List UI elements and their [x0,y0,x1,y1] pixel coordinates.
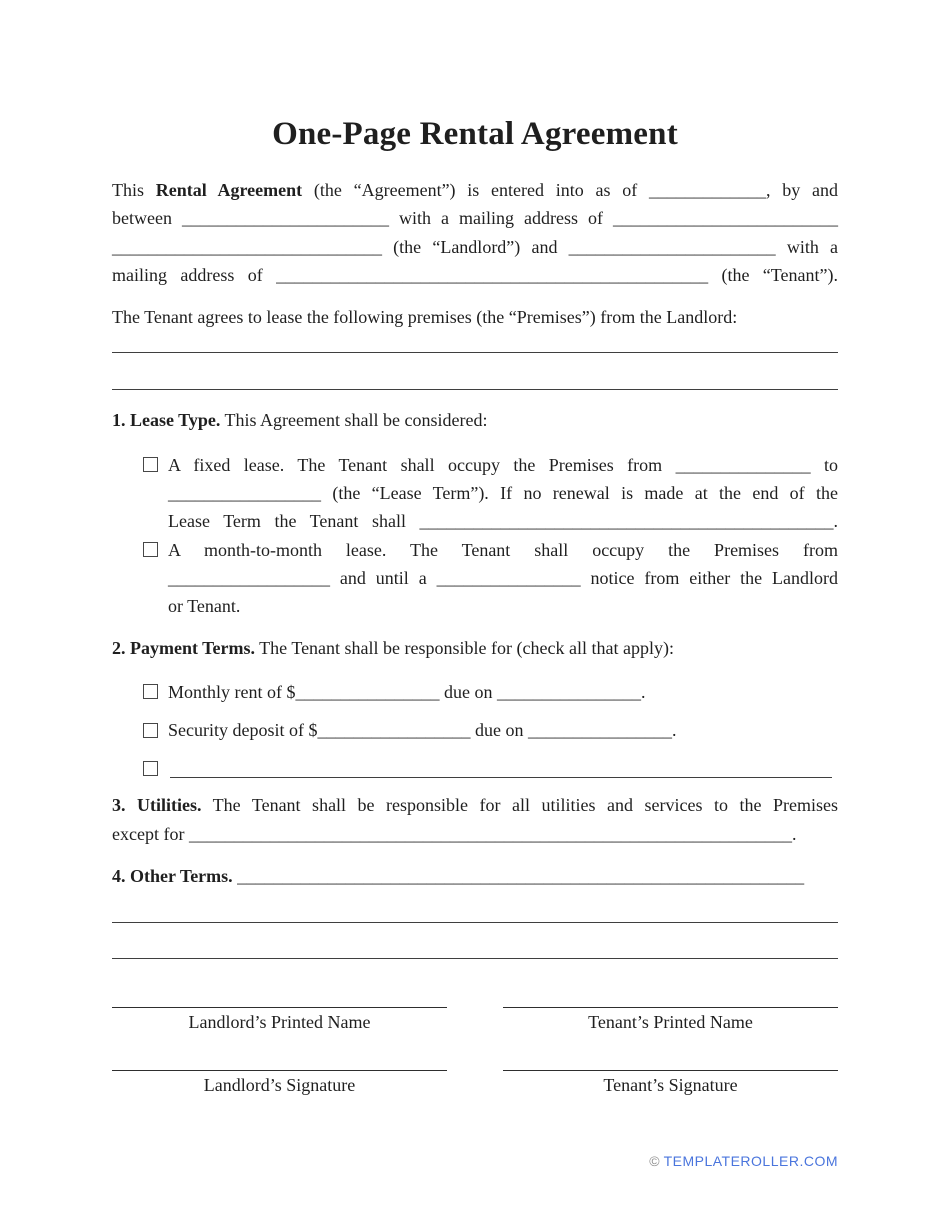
text-run: Security deposit of $ [168,720,318,741]
text-run: (the “Lease Term”). If no renewal is made at the end of the [321,483,838,504]
text-line [112,176,838,204]
fill-in-blank[interactable]: ________________ [295,681,440,702]
tenant-signature-label: Tenant’s Signature [603,1074,738,1095]
monthly-rent-option [112,678,838,706]
text-line [112,820,838,848]
other-payment-checkbox[interactable] [143,761,158,776]
text-run: , by and [766,180,838,200]
document-title: One-Page Rental Agreement [272,116,678,152]
fill-in-blank[interactable]: ________________ [527,720,672,741]
text-run: Monthly rent of $ [168,681,296,702]
text-run: mailing address of [112,264,277,285]
fill-in-blank[interactable]: _____________ [649,180,766,200]
landlord-signature-label: Landlord’s Signature [203,1074,356,1095]
fill-in-blank[interactable]: _______________________ [568,236,776,257]
text-run: 3. Utilities. [112,795,202,816]
landlord-printed-name-label: Landlord’s Printed Name [188,1012,371,1033]
fixed-lease-text [168,451,838,536]
month-to-month-checkbox[interactable] [143,542,158,557]
section-3-utilities [112,791,838,848]
text-line [112,261,838,289]
premises-sentence [112,303,838,331]
security-deposit-checkbox[interactable] [143,723,158,738]
text-run: This [112,180,156,200]
text-line [168,716,838,744]
security-deposit-text [168,716,838,744]
text-run: 1. Lease Type. [112,410,221,431]
text-run: Rental Agreement [155,180,303,200]
text-line [112,233,838,261]
text-run: . [791,823,797,844]
other-payment-option [112,754,838,783]
fill-in-blank[interactable]: _________________ [317,720,471,741]
fill-in-blank[interactable]: __________________ [168,567,330,588]
text-run: with a [775,236,838,257]
text-run: except for [112,823,189,844]
fixed-lease-option [112,451,838,536]
tenant-printed-name-label: Tenant’s Printed Name [588,1012,753,1033]
premises-fill-line-1[interactable] [112,352,838,353]
text-run: notice from either the Landlord [580,567,839,588]
text-run: or Tenant. [168,596,241,617]
month-to-month-text [168,536,838,621]
text-run: A month-to-month lease. The Tenant shall occupy the Premises from [168,539,838,560]
fill-in-blank[interactable]: ___________________________________________________________________ [188,823,792,844]
fill-in-blank[interactable]: ________________________________________________ [276,264,709,285]
footer [649,1151,838,1171]
text-line [168,479,838,507]
monthly-rent-text [168,678,838,706]
monthly-rent-checkbox[interactable] [143,684,158,699]
text-line [112,634,838,662]
text-run: Lease Term the Tenant shall [168,511,420,532]
text-run: (the “Landlord”) and [382,236,569,257]
text-line [168,507,838,535]
text-run: with a mailing address of [388,208,613,229]
fill-in-blank[interactable]: ________________ [497,681,641,702]
text-run: . [671,720,677,741]
text-run: (the “Agreement”) is entered into as of [302,180,649,200]
fill-in-blank[interactable]: ______________________________ [112,236,382,257]
text-run: 4. Other Terms. [112,866,233,887]
copyright-icon: © [649,1153,660,1169]
landlord-signature-block [112,1070,447,1099]
intro-paragraph [112,176,838,289]
text-run: due on [439,681,497,702]
text-run: and until a [330,567,437,588]
fixed-lease-checkbox[interactable] [143,457,158,472]
text-run: The Tenant agrees to lease the following premises (the “Premises”) from the Landlord: [112,307,738,328]
month-to-month-option [112,536,838,621]
section-4-other-terms [112,862,838,890]
fill-in-blank[interactable]: _______________ [675,454,811,475]
text-line [112,406,838,434]
text-line [168,451,838,479]
text-run: (the “Tenant”). [708,264,838,285]
text-line [112,791,838,819]
fill-in-blank[interactable]: _________________________ [613,208,838,229]
tenant-signature-block [503,1070,838,1099]
text-run: The Tenant shall be responsible for (check all that apply): [255,637,674,658]
text-line [168,678,838,706]
other-payment-fill-line[interactable] [170,754,832,778]
text-line [168,536,838,564]
other-terms-fill-line-1[interactable] [112,922,838,923]
premises-fill-line-2[interactable] [112,389,838,390]
fill-in-blank[interactable]: _________________ [168,483,321,504]
text-line [112,303,838,331]
text-run: 2. Payment Terms. [112,637,255,658]
text-run: This Agreement shall be considered: [220,410,488,431]
text-run: between [112,208,182,229]
section-1-heading [112,406,838,434]
fill-in-blank[interactable]: _______________________________________________________________ [237,866,805,887]
text-line [168,592,838,620]
text-run: . [833,511,838,532]
security-deposit-option [112,716,838,744]
text-line [168,564,838,592]
signature-row [112,1070,838,1099]
lease-type-options [112,451,838,621]
text-line [112,862,838,890]
other-terms-fill-line-2[interactable] [112,958,838,959]
fill-in-blank[interactable]: ________________ [436,567,581,588]
text-line [112,204,838,232]
printed-name-row [112,1007,838,1036]
text-run: . [641,681,646,702]
fill-in-blank[interactable]: ______________________________________________ [419,511,834,532]
tenant-printed-name-block [503,1007,838,1036]
section-2-heading [112,634,838,662]
text-run: The Tenant shall be responsible for all utilities and services to the Premises [201,795,838,816]
landlord-printed-name-block [112,1007,447,1036]
text-run: to [810,454,838,475]
templateroller-link[interactable]: TEMPLATEROLLER.COM [663,1153,838,1169]
text-run: A fixed lease. The Tenant shall occupy the Premises from [168,454,676,475]
text-run: due on [470,720,528,741]
fill-in-blank[interactable]: _______________________ [181,208,389,229]
